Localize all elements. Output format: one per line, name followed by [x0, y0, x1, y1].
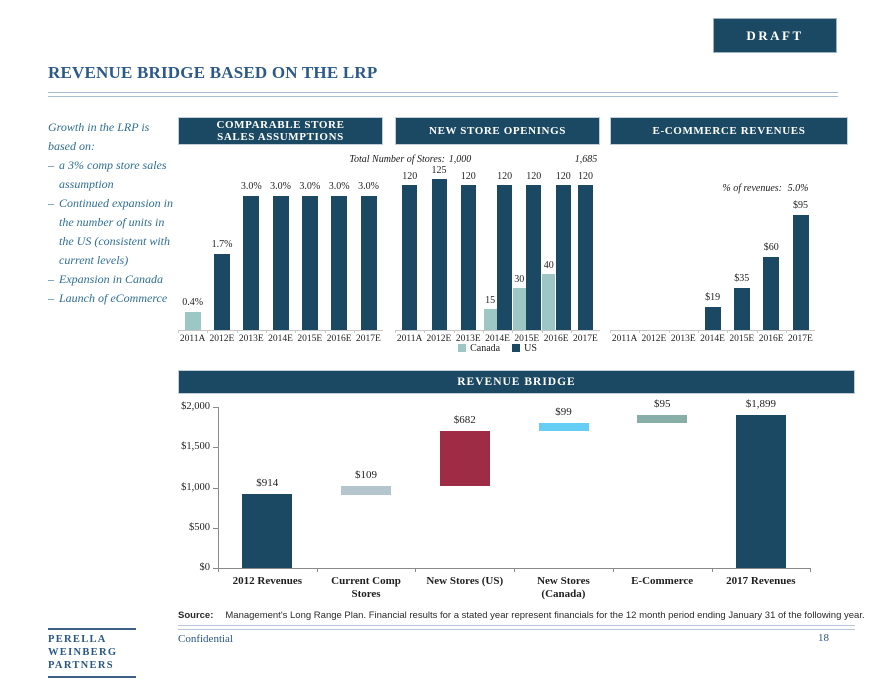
x-axis-tick	[786, 330, 787, 333]
total-stores-2012-value: 1,000	[448, 154, 472, 165]
bar-us	[497, 185, 512, 330]
y-axis-tick	[213, 488, 218, 489]
page-number: 18	[818, 632, 829, 644]
bar-us-label: 125	[431, 165, 447, 176]
legend-item-us	[512, 343, 537, 354]
waterfall-bar	[440, 431, 490, 486]
bar-value-label: 3.0%	[240, 181, 262, 192]
waterfall-bar-label: $95	[653, 398, 671, 410]
bar-canada	[542, 274, 555, 330]
y-tick-label: $1,000	[181, 482, 210, 493]
bullet-dash: –	[48, 291, 54, 305]
y-tick-label: $0	[199, 562, 210, 573]
source-note	[178, 610, 868, 621]
category-label: 2017 Revenues	[726, 575, 796, 587]
waterfall-bar	[539, 423, 589, 431]
bar-us-label: 120	[460, 171, 476, 182]
x-axis-tick	[669, 330, 670, 333]
bar-us-label: 120	[578, 171, 593, 182]
y-tick-label: $1,500	[181, 441, 210, 452]
category-label: 2012E	[426, 334, 452, 344]
bar-value-label: $19	[705, 292, 721, 303]
bar-value-label: $95	[793, 200, 808, 211]
bullet-text: Launch of eCommerce	[59, 291, 168, 305]
category-label: 2015E	[729, 334, 755, 344]
category-label: 2016E	[758, 334, 784, 344]
category-label: New Stores (US)	[426, 575, 504, 587]
waterfall-bar	[242, 494, 292, 568]
bar-value-label: 0.4%	[182, 297, 204, 308]
chart-comp-header	[178, 117, 383, 145]
category-label: 2016E	[543, 334, 569, 344]
bar	[302, 196, 318, 330]
x-axis-tick	[237, 330, 238, 333]
x-axis-tick	[639, 330, 640, 333]
chart-comp-header-line1: COMPARABLE STORE	[216, 118, 345, 131]
bullet-dash: –	[48, 196, 54, 210]
pct-of-revenues-annotation: % of revenues:	[722, 183, 782, 194]
category-label: E-Commerce	[631, 575, 694, 587]
x-axis-tick	[325, 330, 326, 333]
category-label: 2012E	[641, 334, 667, 344]
bar-value-label: 3.0%	[270, 181, 292, 192]
bar-value-label: 3.0%	[358, 181, 379, 192]
category-label: 2017E	[788, 334, 813, 344]
sidebar-bullet	[48, 194, 180, 270]
x-axis-tick	[207, 330, 208, 333]
bullet-text: a 3% comp store sales assumption	[59, 158, 167, 191]
category-label: 2016E	[326, 334, 352, 344]
x-axis-tick	[415, 568, 416, 572]
y-axis-tick	[213, 528, 218, 529]
x-axis-tick	[454, 330, 455, 333]
category-label: 2017E	[356, 334, 381, 344]
footer-rule	[178, 625, 855, 630]
category-label: 2012 Revenues	[232, 575, 303, 587]
waterfall-bar-label: $914	[256, 477, 279, 489]
draft-badge: DRAFT	[713, 18, 837, 53]
bar	[734, 288, 750, 330]
x-axis-tick	[727, 330, 728, 333]
y-axis-line	[218, 407, 219, 568]
x-axis-tick	[354, 330, 355, 333]
chart-stores-header	[395, 117, 600, 145]
bar-canada-label: 15	[485, 295, 496, 306]
x-axis-tick	[712, 568, 713, 572]
category-label: 2013E	[670, 334, 696, 344]
x-axis-tick	[295, 330, 296, 333]
logo-line-1: PERELLA	[48, 634, 107, 645]
logo-line-3: PARTNERS	[48, 660, 114, 671]
bar	[214, 254, 230, 330]
category-label: 2011A	[396, 334, 423, 344]
chart-stores-header-line: NEW STORE OPENINGS	[429, 124, 566, 137]
page-title: REVENUE BRIDGE BASED ON THE LRP	[48, 63, 378, 82]
category-label: 2017E	[573, 334, 598, 344]
chart-revenue-bridge	[178, 370, 855, 615]
bar	[705, 307, 721, 330]
bar-us	[556, 185, 571, 330]
confidential-label: Confidential	[178, 633, 233, 645]
bar-us	[461, 185, 476, 330]
bar-us	[402, 185, 417, 330]
x-axis-tick	[483, 330, 484, 333]
bar-canada	[484, 309, 497, 330]
chart-ecommerce-revenues	[610, 117, 848, 365]
category-label: 2011A	[611, 334, 638, 344]
y-tick-label: $500	[189, 522, 210, 533]
bar-us-label: 120	[555, 171, 571, 182]
category-label: 2013E	[455, 334, 481, 344]
x-axis-tick	[424, 330, 425, 333]
y-axis-tick	[213, 447, 218, 448]
bar-us	[578, 185, 593, 330]
category-label: 2014E	[485, 334, 510, 344]
legend	[395, 343, 600, 354]
category-label: 2015E	[297, 334, 323, 344]
category-label: 2012E	[209, 334, 235, 344]
x-axis-tick	[613, 568, 614, 572]
x-axis-tick	[698, 330, 699, 333]
x-axis-line	[395, 330, 600, 331]
x-axis-tick	[514, 568, 515, 572]
chart-bridge-header	[178, 370, 855, 394]
x-axis-tick	[317, 568, 318, 572]
bar-us-label: 120	[497, 171, 513, 182]
x-axis-tick	[395, 330, 396, 333]
x-axis-tick	[610, 330, 611, 333]
bar	[273, 196, 289, 330]
bar-value-label: 3.0%	[328, 181, 350, 192]
category-label: 2014E	[268, 334, 293, 344]
bar-canada	[513, 288, 526, 330]
x-axis-line	[178, 330, 383, 331]
waterfall-bar	[341, 486, 391, 495]
x-axis-tick	[571, 330, 572, 333]
legend-label-canada: Canada	[470, 343, 501, 354]
bar	[243, 196, 259, 330]
bar-value-label: 3.0%	[299, 181, 321, 192]
category-label: 2015E	[514, 334, 540, 344]
category-label: 2011A	[179, 334, 206, 344]
legend-swatch-canada	[458, 344, 466, 352]
bar-us	[432, 179, 447, 330]
bar-value-label: $60	[763, 242, 779, 253]
total-stores-annotation: Total Number of Stores:	[349, 154, 445, 165]
sidebar-intro: Growth in the LRP is based on:	[48, 120, 150, 153]
total-stores-2017-value: 1,685	[574, 154, 598, 165]
bar	[185, 312, 201, 330]
chart-ecom-header-line: E-COMMERCE REVENUES	[652, 124, 806, 137]
chart-new-store-openings	[349, 117, 600, 365]
category-label: Current Comp Stores	[331, 575, 401, 600]
bar-canada-label: 40	[543, 260, 554, 271]
bar	[793, 215, 809, 330]
waterfall-bar	[637, 415, 687, 423]
source-text: Management's Long Range Plan. Financial results for a stated year represent financials for the 12 month period ending January 31 of the following year.	[225, 610, 865, 621]
waterfall-bar-label: $682	[453, 414, 476, 426]
x-axis-tick	[266, 330, 267, 333]
waterfall-bar	[736, 415, 786, 568]
chart-comp-header-line2: SALES ASSUMPTIONS	[217, 131, 344, 143]
category-label: 2013E	[238, 334, 264, 344]
bar	[763, 257, 779, 330]
legend-item-canada	[458, 343, 500, 354]
bar-us-label: 120	[402, 171, 418, 182]
x-axis-tick	[757, 330, 758, 333]
waterfall-bar-label: $99	[555, 406, 572, 418]
category-label: 2014E	[700, 334, 725, 344]
sidebar-bullet	[48, 289, 180, 308]
chart-bridge-header-line: REVENUE BRIDGE	[457, 375, 576, 388]
x-axis-tick	[178, 330, 179, 333]
waterfall-bar-label: $109	[355, 469, 377, 481]
x-axis-tick	[810, 568, 811, 572]
pct-of-revenues-value: 5.0%	[787, 183, 809, 194]
bullet-dash: –	[48, 158, 54, 172]
x-axis-tick	[542, 330, 543, 333]
x-axis-line	[610, 330, 815, 331]
bullet-dash: –	[48, 272, 54, 286]
source-label: Source:	[178, 610, 214, 621]
waterfall-bar-label: $1,899	[745, 398, 777, 410]
sidebar-commentary	[48, 118, 180, 308]
bar-canada-label: 30	[514, 274, 525, 285]
bar-value-label: $35	[734, 273, 750, 284]
firm-logo	[48, 628, 136, 678]
y-axis-tick	[213, 407, 218, 408]
bar	[331, 196, 347, 330]
title-underline	[48, 92, 838, 97]
x-axis-tick	[512, 330, 513, 333]
logo-line-2: WEINBERG	[48, 647, 118, 658]
x-axis-tick	[218, 568, 219, 572]
bar-value-label: 1.7%	[211, 239, 233, 250]
sidebar-bullet-list	[48, 156, 180, 308]
bullet-text: Expansion in Canada	[59, 272, 163, 286]
bar-us-label: 120	[526, 171, 542, 182]
category-label: New Stores (Canada)	[537, 575, 590, 600]
bar-us	[526, 185, 541, 330]
bar	[361, 196, 377, 330]
chart-ecom-header	[610, 117, 848, 145]
bullet-text: Continued expansion in the number of units in the US (consistent with current levels)	[59, 196, 173, 267]
legend-label-us: US	[524, 343, 537, 354]
sidebar-bullet	[48, 270, 180, 289]
sidebar-bullet	[48, 156, 180, 194]
y-tick-label: $2,000	[181, 401, 210, 412]
legend-swatch-us	[512, 344, 520, 352]
